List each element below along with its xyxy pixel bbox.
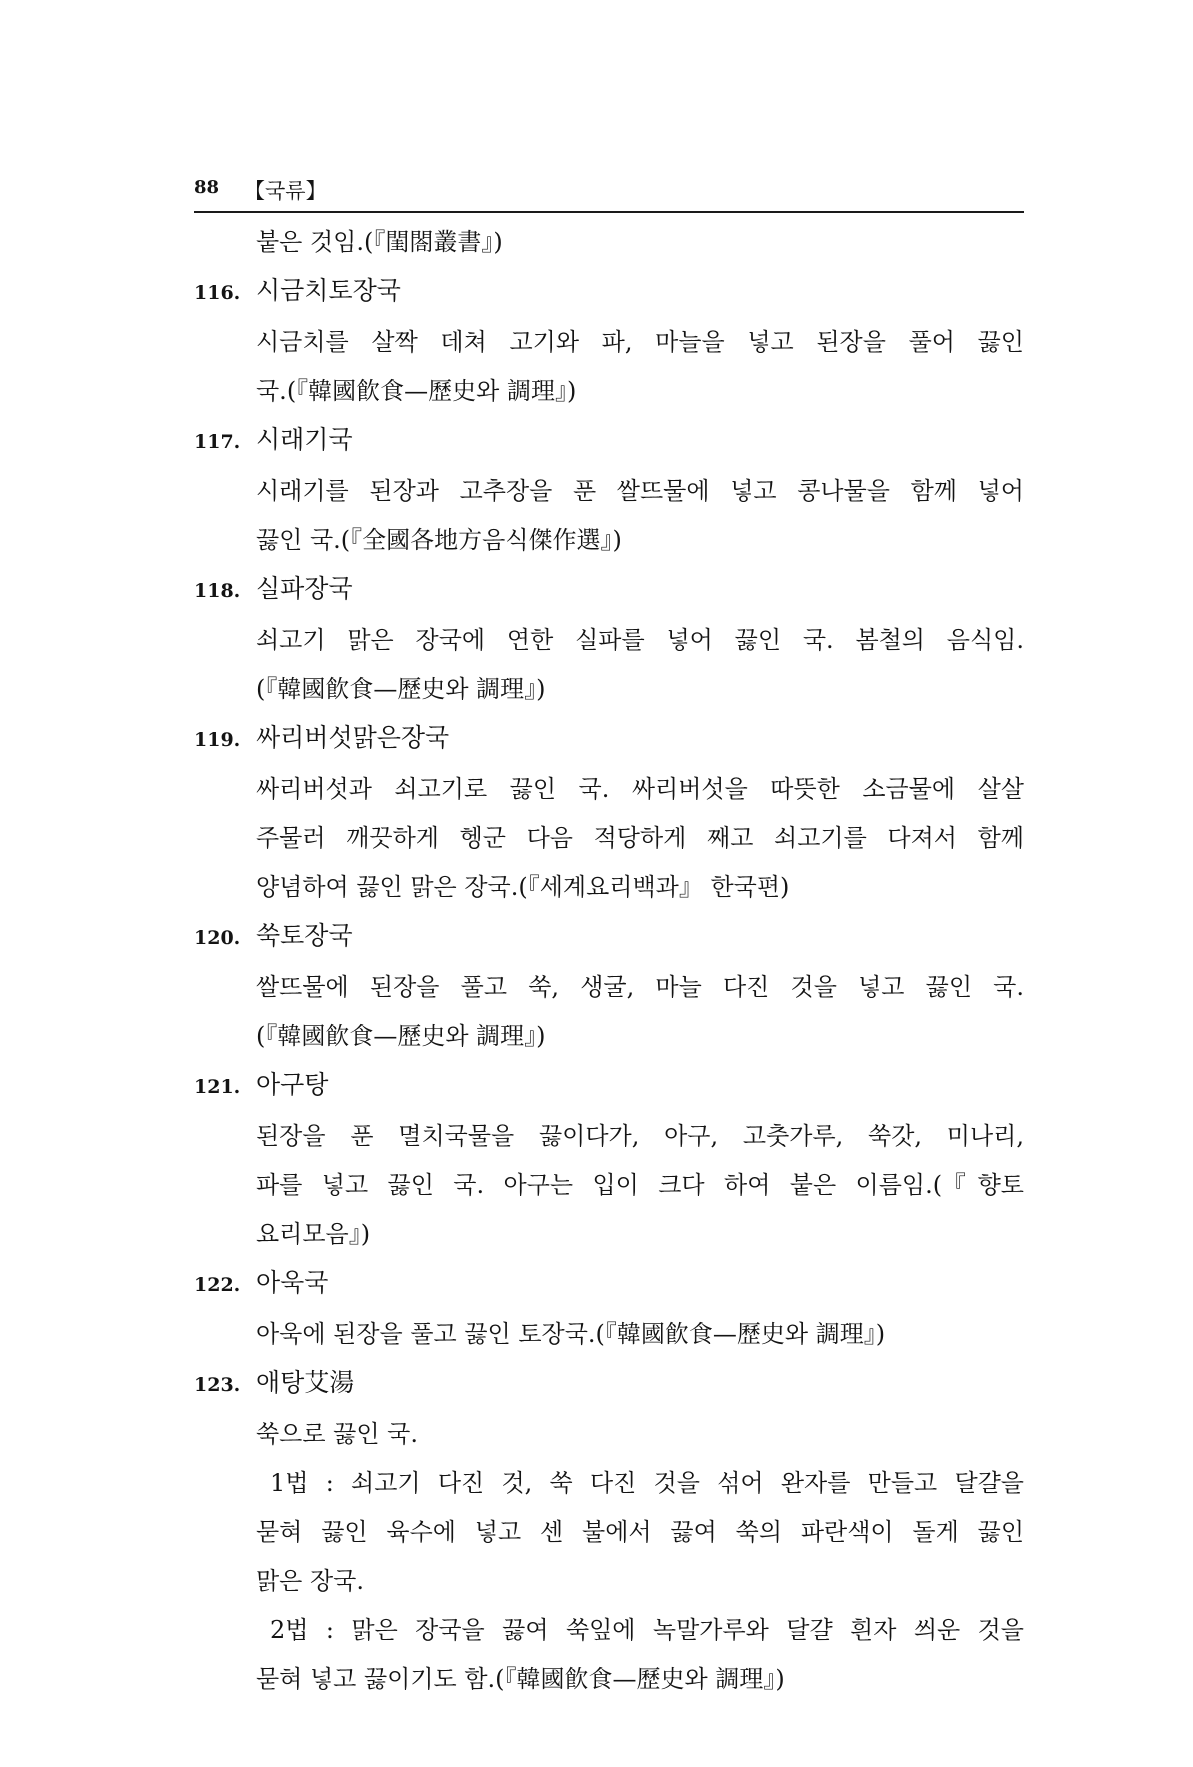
section-title: 【국류】 (244, 179, 327, 203)
entry-number: 122. (194, 1274, 241, 1296)
entry-number: 121. (194, 1076, 241, 1098)
method-line: 2법 : 맑은 장국을 끓여 쑥잎에 녹말가루와 달걀 흰자 씌운 것을 (270, 1616, 1024, 1644)
body-text-line: 끓인 국.(『全國各地方음식傑作選』) (256, 526, 622, 554)
entry-title: 아구탕 (256, 1070, 329, 1099)
body-text-line: (『韓國飮食—歷史와 調理』) (256, 675, 546, 703)
page-number: 88 (194, 177, 220, 198)
entry-number: 118. (194, 580, 241, 602)
entry-number: 117. (194, 431, 241, 453)
body-text-line: 된장을 푼 멸치국물을 끓이다가, 아구, 고춧가루, 쑥갓, 미나리, (256, 1122, 1024, 1150)
body-text-line: 쑥으로 끓인 국. (256, 1420, 418, 1448)
body-text-line: 국.(『韓國飮食—歷史와 調理』) (256, 377, 577, 405)
entry-heading (194, 722, 1024, 756)
body-text-line: 붙은 것임.(『閨閤叢書』) (256, 228, 503, 256)
body-text-line: 쌀뜨물에 된장을 풀고 쑥, 생굴, 마늘 다진 것을 넣고 끓인 국. (256, 973, 1024, 1001)
body-text-line: (『韓國飮食—歷史와 調理』) (256, 1022, 546, 1050)
body-text-line: 시금치를 살짝 데쳐 고기와 파, 마늘을 넣고 된장을 풀어 끓인 (256, 328, 1024, 356)
entry-title: 시금치토장국 (256, 276, 401, 305)
body-text-line: 파를 넣고 끓인 국. 아구는 입이 크다 하여 붙은 이름임.(『향토 (256, 1171, 1024, 1199)
entry-heading (194, 275, 1024, 309)
body-text-line: 아욱에 된장을 풀고 끓인 토장국.(『韓國飮食—歷史와 調理』) (256, 1320, 886, 1348)
body-text-line: 묻혀 끓인 육수에 넣고 센 불에서 끓여 쑥의 파란색이 돌게 끓인 (256, 1518, 1024, 1546)
entry-heading (194, 1367, 1024, 1401)
entry-title: 쑥토장국 (256, 921, 353, 950)
entry-number: 120. (194, 927, 241, 949)
entry-title: 실파장국 (256, 574, 353, 603)
entry-title: 아욱국 (256, 1268, 329, 1297)
body-text-line: 요리모음』) (256, 1220, 371, 1248)
body-text-line: 시래기를 된장과 고추장을 푼 쌀뜨물에 넣고 콩나물을 함께 넣어 (256, 477, 1024, 505)
method-line: 1법 : 쇠고기 다진 것, 쑥 다진 것을 섞어 완자를 만들고 달걀을 (270, 1469, 1024, 1497)
body-text-line: 주물러 깨끗하게 헹군 다음 적당하게 째고 쇠고기를 다져서 함께 (256, 824, 1024, 852)
entry-heading (194, 1267, 1024, 1301)
entry-number: 123. (194, 1374, 241, 1396)
entry-number: 116. (194, 282, 241, 304)
entry-heading (194, 573, 1024, 607)
entry-heading (194, 424, 1024, 458)
entry-number: 119. (194, 729, 241, 751)
body-text-line: 묻혀 넣고 끓이기도 함.(『韓國飮食—歷史와 調理』) (256, 1665, 785, 1693)
body-text-line: 쇠고기 맑은 장국에 연한 실파를 넣어 끓인 국. 봄철의 음식임. (256, 626, 1024, 654)
entry-heading (194, 1069, 1024, 1103)
page-header (194, 167, 1024, 213)
body-text-line: 맑은 장국. (256, 1567, 364, 1595)
body-text-line: 양념하여 끓인 맑은 장국.(『세계요리백과』 한국편) (256, 873, 790, 901)
entry-title: 시래기국 (256, 425, 353, 454)
body-text-line: 싸리버섯과 쇠고기로 끓인 국. 싸리버섯을 따뜻한 소금물에 살살 (256, 775, 1024, 803)
page-body (194, 226, 1024, 1712)
entry-heading (194, 920, 1024, 954)
entry-title: 애탕艾湯 (256, 1368, 355, 1397)
entry-title: 싸리버섯맑은장국 (256, 723, 450, 752)
